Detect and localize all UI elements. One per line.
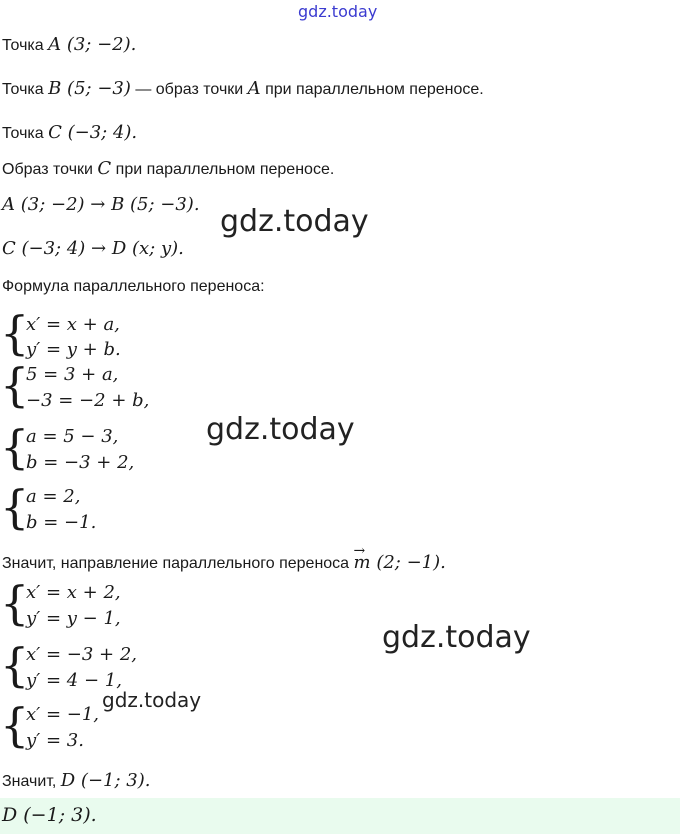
system-4	[0, 482, 200, 536]
brace-icon: {	[0, 480, 30, 534]
math-vector: (2; −1).	[370, 552, 446, 573]
label-text: Значит, направление параллельного переноса	[2, 555, 354, 572]
brace-icon: {	[0, 306, 30, 360]
line-conclusion	[2, 770, 150, 793]
system-row: b = −1.	[26, 512, 97, 533]
label-text: Значит,	[2, 773, 61, 790]
system-row: y′ = 3.	[26, 730, 84, 751]
brace-icon: {	[0, 576, 30, 630]
math-a: A	[247, 78, 261, 99]
label-text: — образ точки	[130, 81, 248, 98]
system-row: y′ = y + b.	[26, 339, 121, 360]
watermark: gdz.today	[102, 688, 202, 712]
system-row: x′ = x + a,	[26, 314, 120, 335]
label-text: Образ точки	[2, 161, 98, 178]
system-row: x′ = −3 + 2,	[26, 644, 137, 665]
system-row: b = −3 + 2,	[26, 452, 135, 473]
vector-m: → m	[354, 552, 371, 574]
math-c: C	[97, 158, 112, 179]
watermark: gdz.today	[206, 412, 355, 447]
label-text: Точка	[2, 125, 49, 142]
label-text: Точка	[2, 37, 49, 54]
line-c-to-d	[2, 238, 184, 261]
system-row: 5 = 3 + a,	[26, 364, 119, 385]
system-2	[0, 358, 200, 414]
system-row: x′ = x + 2,	[26, 582, 121, 603]
label-text: Точка	[2, 81, 49, 98]
math-a-to-b: A (3; −2) → B (5; −3).	[2, 194, 200, 215]
brace-icon: {	[0, 698, 30, 752]
system-row: a = 5 − 3,	[26, 426, 119, 447]
answer-text: D (−1; 3).	[2, 804, 97, 826]
math-point-a: A (3; −2).	[48, 34, 137, 55]
system-row: −3 = −2 + b,	[26, 390, 150, 411]
math-c-to-d: C (−3; 4) → D (x; y).	[2, 238, 184, 259]
watermark-top: gdz.today	[298, 2, 378, 21]
watermark: gdz.today	[382, 620, 531, 655]
line-point-a	[2, 34, 136, 57]
system-1	[0, 306, 200, 362]
line-formula-title	[2, 276, 265, 298]
system-row: y′ = y − 1,	[26, 608, 121, 629]
system-row: a = 2,	[26, 486, 81, 507]
answer-box	[0, 798, 680, 834]
line-point-c	[2, 122, 137, 145]
watermark: gdz.today	[220, 204, 369, 239]
system-6	[0, 640, 200, 694]
system-5	[0, 578, 200, 632]
label-text: Формула параллельного переноса:	[2, 278, 265, 295]
line-direction	[2, 552, 446, 575]
brace-icon: {	[0, 420, 30, 474]
system-row: y′ = 4 − 1,	[26, 670, 122, 691]
brace-icon: {	[0, 638, 30, 692]
label-text: при параллельном переносе.	[260, 81, 484, 98]
math-point-d: D (−1; 3).	[60, 770, 151, 791]
math-point-b: B (5; −3)	[48, 78, 131, 99]
label-text: при параллельном переносе.	[111, 161, 335, 178]
line-image-c	[2, 158, 334, 181]
system-3	[0, 422, 200, 476]
line-point-b	[2, 78, 484, 101]
system-row: x′ = −1,	[26, 704, 100, 725]
line-a-to-b	[2, 194, 200, 217]
brace-icon: {	[0, 358, 30, 412]
math-point-c: C (−3; 4).	[48, 122, 138, 143]
